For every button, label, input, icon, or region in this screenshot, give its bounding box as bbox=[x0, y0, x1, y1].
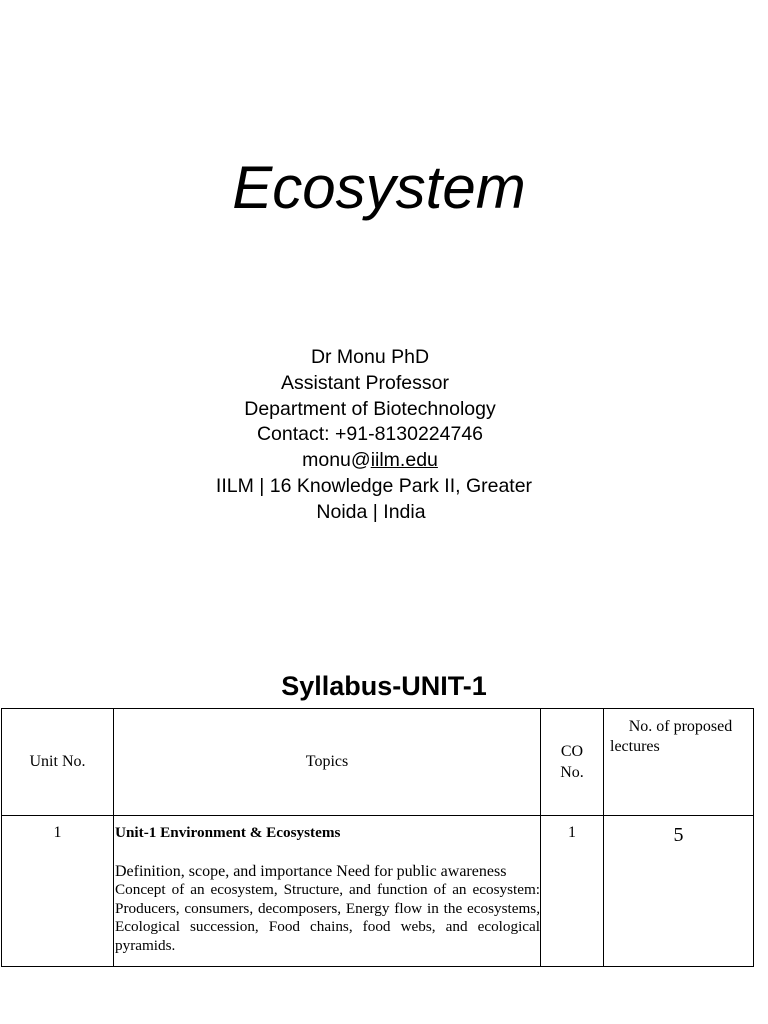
author-position: Assistant Professor bbox=[281, 371, 449, 394]
author-address-line1: IILM | 16 Knowledge Park II, Greater bbox=[215, 474, 533, 497]
page-title: Ecosystem bbox=[232, 154, 526, 221]
author-name: Dr Monu PhD bbox=[310, 346, 430, 368]
author-contact: Contact: +91-8130224746 bbox=[256, 423, 484, 446]
header-co-line2: No. bbox=[560, 764, 584, 781]
table-header-row bbox=[2, 709, 754, 816]
unit-description-first: Definition, scope, and importance Need for public awareness bbox=[115, 862, 507, 880]
email-user: monu@ bbox=[302, 449, 371, 472]
header-co-no bbox=[541, 709, 604, 816]
cell-topics bbox=[114, 816, 541, 967]
header-lectures bbox=[604, 709, 754, 816]
author-department: Department of Biotechnology bbox=[244, 397, 496, 420]
header-lectures-line2: lectures bbox=[610, 738, 660, 755]
unit-description: Concept of an ecosystem, Structure, and function of an ecosystem: Producers, consumers, decomposers, Energy flow in the ecosystems, Ecological succession, Food chains, food webs, and ecological pyramids. bbox=[115, 881, 540, 954]
email-domain-link[interactable]: iilm.edu bbox=[370, 449, 438, 472]
header-co-line1: CO bbox=[560, 743, 584, 760]
cell-lectures: 5 bbox=[604, 816, 754, 967]
unit-title: Unit-1 Environment & Ecosystems bbox=[115, 824, 341, 841]
header-lectures-line1: No. of proposed bbox=[628, 718, 733, 735]
table-row bbox=[2, 816, 754, 967]
syllabus-table bbox=[1, 708, 754, 967]
author-info bbox=[0, 345, 740, 526]
syllabus-heading: Syllabus-UNIT-1 bbox=[281, 671, 487, 701]
author-email[interactable] bbox=[0, 448, 740, 474]
author-address-line2: Noida | India bbox=[316, 500, 426, 523]
cell-co-no: 1 bbox=[541, 816, 604, 967]
cell-unit-no: 1 bbox=[2, 816, 114, 967]
header-topics: Topics bbox=[114, 709, 541, 816]
header-unit-no: Unit No. bbox=[2, 709, 114, 816]
